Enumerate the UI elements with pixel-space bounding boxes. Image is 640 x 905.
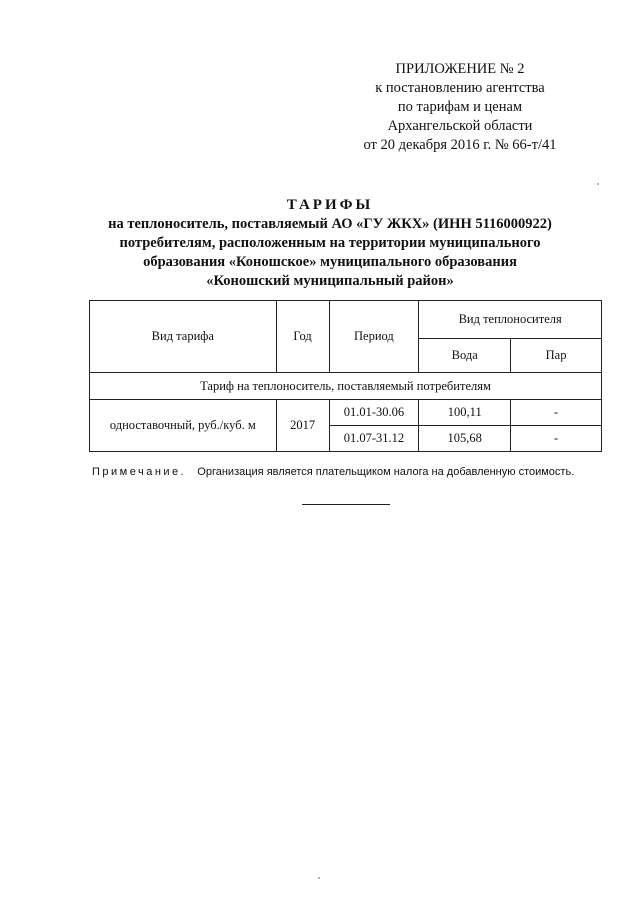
appendix-line: к постановлению агентства — [375, 80, 545, 96]
header-water: Вода — [419, 339, 511, 373]
closing-rule — [302, 504, 390, 505]
document-title — [70, 196, 590, 291]
period-cell: 01.07-31.12 — [329, 426, 419, 452]
title-heading: ТАРИФЫ — [286, 197, 374, 213]
header-coolant-type: Вид теплоносителя — [419, 301, 602, 339]
appendix-line: Архангельской области — [387, 118, 533, 134]
footnote-label: Примечание. — [92, 466, 187, 478]
steam-value-cell: - — [511, 400, 602, 426]
water-value-cell: 100,11 — [419, 400, 511, 426]
tariff-name-cell: одноставочный, руб./куб. м — [90, 400, 277, 452]
title-line: образования «Коношское» муниципального образования — [143, 254, 517, 270]
title-line: на теплоноситель, поставляемый АО «ГУ ЖКХ» (ИНН 5116000922) — [108, 216, 552, 232]
appendix-number: ПРИЛОЖЕНИЕ № 2 — [395, 61, 525, 77]
appendix-date: от 20 декабря 2016 г. № 66-т/41 — [363, 137, 557, 153]
header-tariff-type: Вид тарифа — [90, 301, 277, 373]
title-line: потребителям, расположенным на территории муниципального — [119, 235, 541, 251]
header-period: Период — [329, 301, 419, 373]
header-steam: Пар — [511, 339, 602, 373]
year-cell: 2017 — [276, 400, 329, 452]
header-year: Год — [276, 301, 329, 373]
table-header-row — [90, 301, 602, 339]
scan-speck — [597, 183, 599, 185]
footnote — [92, 466, 612, 478]
appendix-header — [330, 60, 590, 155]
table-section-row — [90, 373, 602, 400]
footnote-text: Организация является плательщиком налога на добавленную стоимость. — [197, 466, 575, 478]
period-cell: 01.01-30.06 — [329, 400, 419, 426]
appendix-line: по тарифам и ценам — [397, 99, 523, 115]
water-value-cell: 105,68 — [419, 426, 511, 452]
section-title: Тариф на теплоноситель, поставляемый потребителям — [90, 373, 602, 400]
table-row — [90, 400, 602, 426]
scan-speck — [318, 877, 320, 879]
tariff-table — [89, 300, 602, 452]
steam-value-cell: - — [511, 426, 602, 452]
title-line: «Коношский муниципальный район» — [206, 273, 454, 289]
